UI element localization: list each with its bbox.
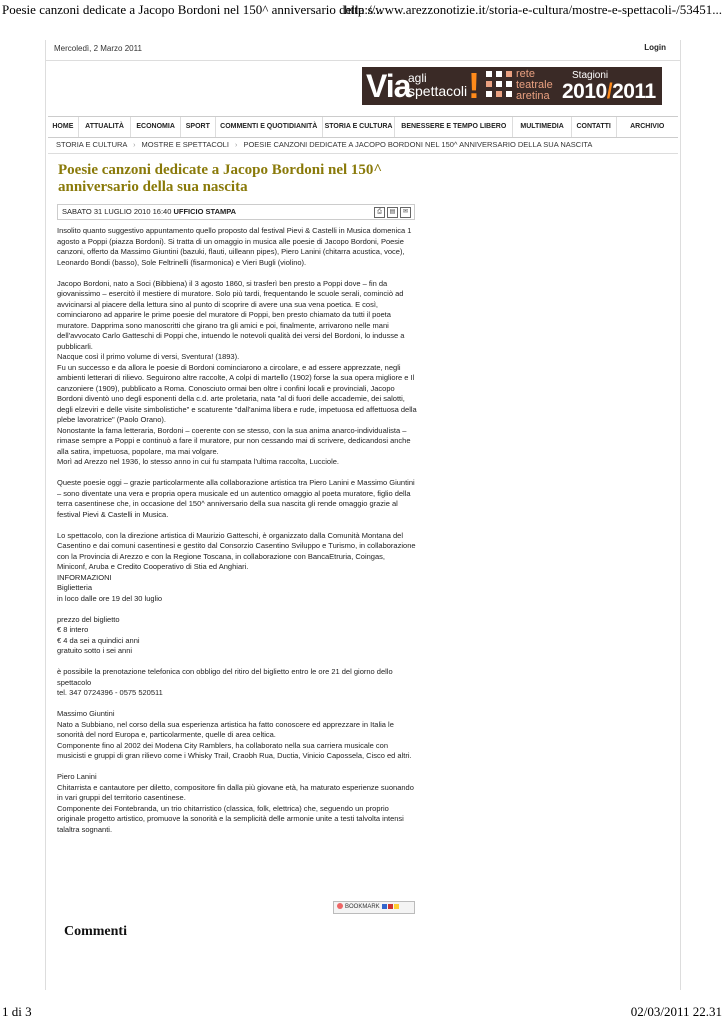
print-footer [2,1004,722,1020]
banner-agli: agli [408,71,427,85]
nav-contatti[interactable]: CONTATTI [572,117,617,137]
banner-exclamation: ! [468,67,480,105]
nav-benessere[interactable]: BENESSERE E TEMPO LIBERO [395,117,513,137]
article-author: UFFICIO STAMPA [173,207,237,216]
article-paragraph: prezzo del biglietto € 8 intero € 4 da sei a quindici anni gratuito sotto i sei anni [57,614,140,655]
article-body [57,226,417,846]
breadcrumb-separator-icon: › [133,142,136,149]
nav-attualita[interactable]: ATTUALITÀ [79,117,132,137]
print-datetime: 02/03/2011 22.31 [630,1004,722,1019]
top-bar [46,40,680,61]
login-link[interactable]: Login [644,43,666,52]
email-icon[interactable]: ✉ [400,207,411,218]
banner-ad[interactable] [362,67,662,105]
bookmark-label: BOOKMARK [345,904,380,910]
article-paragraph: Insolito quanto suggestivo appuntamento quello proposto dal festival Pievi & Castelli in Musica domenica 1 agosto a Poppi (piazza Bordoni). Si tratta di un omaggio in musica alle poesie di Jacopo Bordoni, Poesie canzoni, offerto da Massimo Giuntini (bazuki, flauti, uilleann pipes), Piero Lanini (chitarra acustica, voce), Leonardo Bondi (basso), Sole Feltrinelli (fisarmonica) e Vieri Bugli (violino). [57,226,412,267]
comments-heading: Commenti [64,924,127,939]
nav-multimedia[interactable]: MULTIMEDIA [513,117,572,137]
breadcrumb-item[interactable]: MOSTRE E SPETTACOLI [141,140,229,149]
bookmark-button[interactable] [333,901,415,914]
print-icon[interactable]: ▤ [387,207,398,218]
article-paragraph: Massimo Giuntini Nato a Subbiano, nel corso della sua esperienza artistica ha fatto conoscere ed apprezzare in Italia le sonorità del nord Europa e, particolarmente, quelle di area celtica. Componente fino al 2002 dei Modena City Ramblers, ha collaborato nella sua carriera musicale con musicisti e gruppi di gran rilievo come i Whisky Trail, Craobh Rua, Ductia, Vinicio Capossela, Cisco ed altri. [57,709,412,760]
banner-years: 2010/2011 [562,80,656,103]
article-paragraph: Piero Lanini Chitarrista e cantautore per diletto, compositore fin dalla più giovane età, ha maturato esperienze suonando in vari gruppi del territorio casentinese. Componente dei Fontebranda, un trio chitarristico (classica, folk, elettrica) che, seguendo un proprio originale progetto artistico, promuove la sonorità e la semplicità delle armonie unite a testi talvolta intensi talaltra sognanti. [57,772,414,834]
article-paragraph: Jacopo Bordoni, nato a Soci (Bibbiena) il 3 agosto 1860, si trasferì ben presto a Poppi dove – fin da giovanissimo – esercitò il mestiere di muratore. Solo più tardi, frequentando le scuole serali, cominciò ad avvicinarsi al piacere della lettura sino al punto di scoprire di avere una sua vena poetica. E così, cominciarono ad apparire le prime poesie del muratore di Poppi, ben presto chiamato da tutti il poeta muratore. Dapprima sono manoscritti che girano tra gli amici e poi, finalmente, arrivarono nelle mani dell'avvocato Carlo Gatteschi di Poppi che, intuendo le notevoli qualità dei versi del Bordoni, lo indusse a pubblicarli. Nacque così il primo volume di versi, Sventura! (1893). Fu un successo e da allora le poesie di Bordoni cominciarono a circolare, e ad essere apprezzate, negli ambienti letterari di rilievo. Seguirono altre raccolte, A colpi di martello (1902) forse la sua opera migliore e Il canzoniere (1909), pubblicato a Roma. Conosciuto ormai ben oltre i confini locali e provinciali, Jacopo Bordoni diventò uno degli esponenti della c.d. arte proletaria, nata "al di fuori delle accademie, dei salotti, degli elzeviri e delle visite simbolistiche" e scaturente "dall'anima libera e rude, impetuosa ed affettuosa della plebe lavoratrice" (Paolo Orano). Nonostante la fama letteraria, Bordoni – coerente con se stesso, con la sua anima anarco-individualista – rimase sempre a Poppi e continuò a fare il muratore, pur non cessando mai di scrivere, dedicandosi anche alla satira, impetuosa, popolare, ma mai volgare. Morì ad Arezzo nel 1936, lo stesso anno in cui fu stampata l'ultima raccolta, Lucciole. [57,278,417,466]
banner-via: Via [366,68,411,104]
banner-spettacoli: spettacoli [408,83,468,99]
breadcrumb-current: POESIE CANZONI DEDICATE A JACOPO BORDONI NEL 150^ ANNIVERSARIO DELLA SUA NASCITA [243,140,593,149]
article-title[interactable]: Poesie canzoni dedicate a Jacopo Bordoni nel 150^ anniversario della sua nascita [58,162,383,195]
article-paragraph: Lo spettacolo, con la direzione artistica di Maurizio Gatteschi, è organizzato dalla Comunità Montana del Casentino e dai comuni casentinesi e gestito dal Consorzio Casentino Sviluppo e Turismo, in collaborazione con la Provincia di Arezzo e con la Regione Toscana, in collaborazione con BancaEtruria, Coingas, Miniconf, Aruba e Credito Cooperativo di Stia ed Anghiari. INFORMAZIONI Biglietteria in loco dalle ore 19 del 30 luglio [57,530,416,603]
nav-commenti[interactable]: COMMENTI E QUOTIDIANITÀ [216,117,323,137]
article-meta [57,204,415,220]
nav-storia-cultura[interactable]: STORIA E CULTURA [323,117,395,137]
banner-logo-icon [486,71,512,101]
pdf-icon[interactable]: ⎙ [374,207,385,218]
page-container [45,40,681,990]
breadcrumb-item[interactable]: STORIA E CULTURA [56,140,127,149]
nav-economia[interactable]: ECONOMIA [131,117,181,137]
main-nav [48,116,678,138]
breadcrumb-separator-icon: › [235,142,238,149]
banner-rete-teatrale: rete teatrale aretina [516,68,553,102]
print-header-title: Poesie canzoni dedicate a Jacopo Bordoni nel 150^ anniversario della s... [2,2,383,17]
article-date: SABATO 31 LUGLIO 2010 16:40 [62,207,172,216]
print-header-url[interactable]: http://www.arezzonotizie.it/storia-e-cultura/mostre-e-spettacoli-/53451... [344,2,722,17]
banner-stagioni: Stagioni [572,70,609,81]
current-date: Mercoledì, 2 Marzo 2011 [54,44,142,53]
print-page-number: 1 di 3 [2,1004,32,1019]
article-paragraph: Queste poesie oggi – grazie particolarmente alla collaborazione artistica tra Piero Lanini e Massimo Giuntini – sono diventate una vera e propria opera musicale ed un autentico omaggio al poeta muratore, figlio della terra casentinese che, in occasione del 150^ anniversario della sua nascita gli rende omaggio grazie al festival Pievi & Castelli in Musica. [57,478,415,519]
nav-home[interactable]: HOME [48,117,79,137]
nav-archivio[interactable]: ARCHIVIO [630,123,665,130]
nav-sport[interactable]: SPORT [181,117,216,137]
article-paragraph: è possibile la prenotazione telefonica con obbligo del ritiro del biglietto entro le ore 21 del giorno dello spettacolo tel. 347 0724396 - 0575 520511 [57,667,393,697]
print-header [2,2,722,20]
breadcrumb [48,137,678,154]
bookmark-icon [337,903,343,909]
